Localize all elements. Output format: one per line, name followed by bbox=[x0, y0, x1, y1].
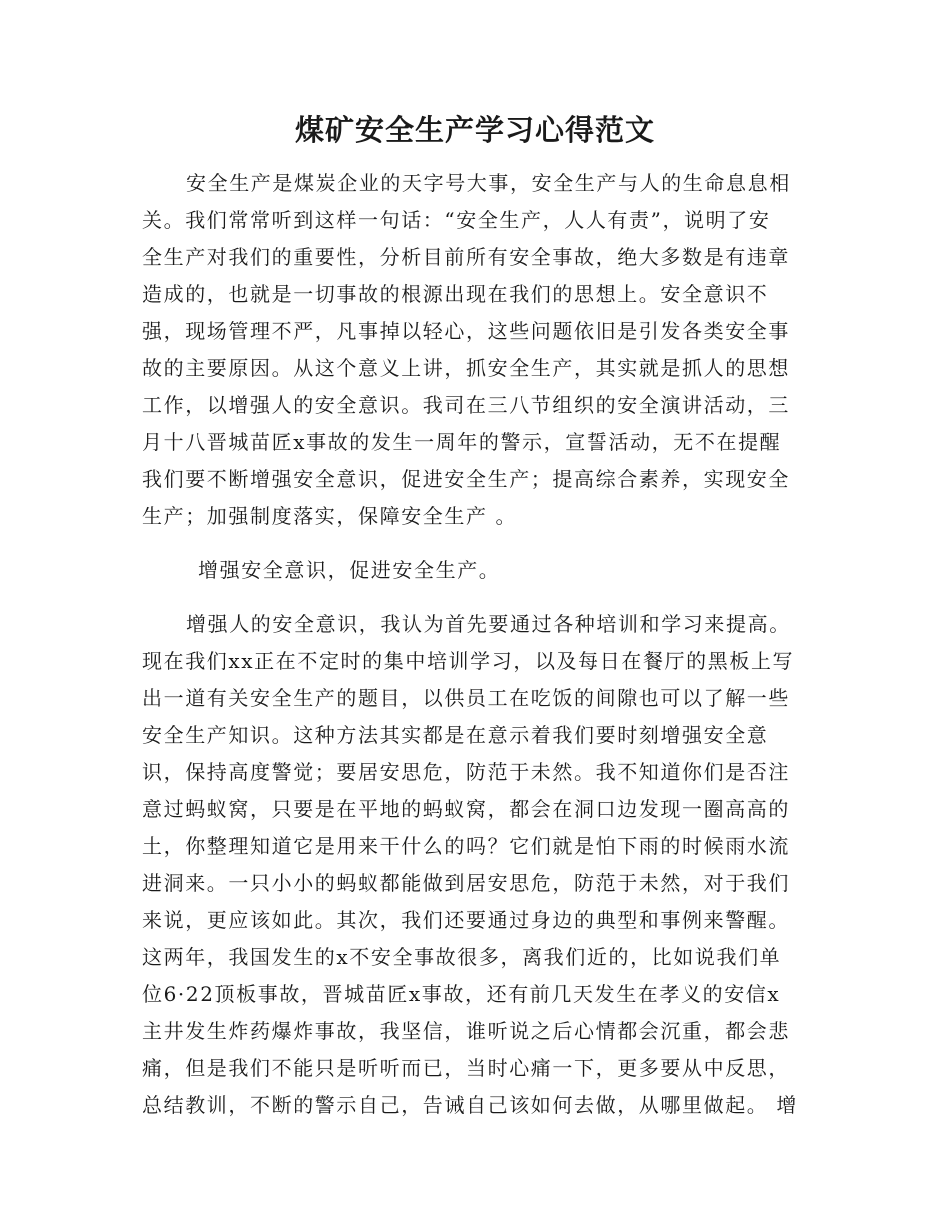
text-line: 月十八晋城苗匠x事故的发生一周年的警示，宣誓活动，无不在提醒 bbox=[142, 430, 782, 454]
text-line: 安全生产知识。这种方法其实都是在意示着我们要时刻增强安全意 bbox=[142, 723, 769, 747]
text-line: 土，你整理知道它是用来干什么的吗？它们就是怕下雨的时候雨水流 bbox=[142, 834, 790, 858]
text-line: 痛，但是我们不能只是听听而已，当时心痛一下，更多要从中反思， bbox=[142, 1056, 790, 1080]
text-line: 这两年，我国发生的x不安全事故很多，离我们近的，比如说我们单 bbox=[142, 945, 782, 969]
text-line: 主井发生炸药爆炸事故，我坚信，谁听说之后心情都会沉重，都会悲 bbox=[142, 1019, 790, 1043]
text-line: 意过蚂蚁窝，只要是在平地的蚂蚁窝，都会在洞口边发现一圈高高的 bbox=[142, 797, 790, 821]
text-line: 我们要不断增强安全意识，促进安全生产；提高综合素养，实现安全 bbox=[142, 467, 790, 491]
text-line: 出一道有关安全生产的题目，以供员工在吃饭的间隙也可以了解一些 bbox=[142, 686, 790, 710]
text-line: 进洞来。一只小小的蚂蚁都能做到居安思危，防范于未然，对于我们 bbox=[142, 871, 790, 895]
text-line: 全生产对我们的重要性，分析目前所有安全事故，绝大多数是有违章 bbox=[142, 245, 790, 269]
heading-text: 增强安全意识，促进安全生产。 bbox=[198, 558, 501, 582]
document-title: 煤矿安全生产学习心得范文 bbox=[294, 113, 655, 147]
text-line: 增强人的安全意识，我认为首先要通过各种培训和学习来提高。 bbox=[186, 612, 791, 636]
paragraph-intro bbox=[142, 165, 802, 535]
text-line: 安全生产是煤炭企业的天字号大事，安全生产与人的生命息息相 bbox=[186, 171, 791, 195]
text-line: 工作，以增强人的安全意识。我司在三八节组织的安全演讲活动，三 bbox=[142, 393, 790, 417]
text-line: 强，现场管理不严，凡事掉以轻心，这些问题依旧是引发各类安全事 bbox=[142, 319, 790, 343]
paragraph-body bbox=[142, 606, 802, 1124]
text-line: 现在我们xx正在不定时的集中培训学习，以及每日在餐厅的黑板上写 bbox=[142, 649, 795, 673]
section-heading bbox=[142, 552, 802, 589]
text-line: 总结教训，不断的警示自己，告诫自己该如何去做，从哪里做起。 增 bbox=[142, 1093, 798, 1117]
text-line: 来说，更应该如此。其次，我们还要通过身边的典型和事例来警醒。 bbox=[142, 908, 790, 932]
text-line: 生产；加强制度落实，保障安全生产 。 bbox=[142, 504, 518, 528]
text-line: 位6·22顶板事故，晋城苗匠x事故，还有前几天发生在孝义的安信x bbox=[142, 982, 781, 1006]
text-line: 造成的，也就是一切事故的根源出现在我们的思想上。安全意识不 bbox=[142, 282, 769, 306]
text-line: 关。我们常常听到这样一句话：“安全生产，人人有责”，说明了安 bbox=[142, 208, 771, 232]
text-line: 故的主要原因。从这个意义上讲，抓安全生产，其实就是抓人的思想 bbox=[142, 356, 790, 380]
text-line: 识，保持高度警觉；要居安思危，防范于未然。我不知道你们是否注 bbox=[142, 760, 790, 784]
